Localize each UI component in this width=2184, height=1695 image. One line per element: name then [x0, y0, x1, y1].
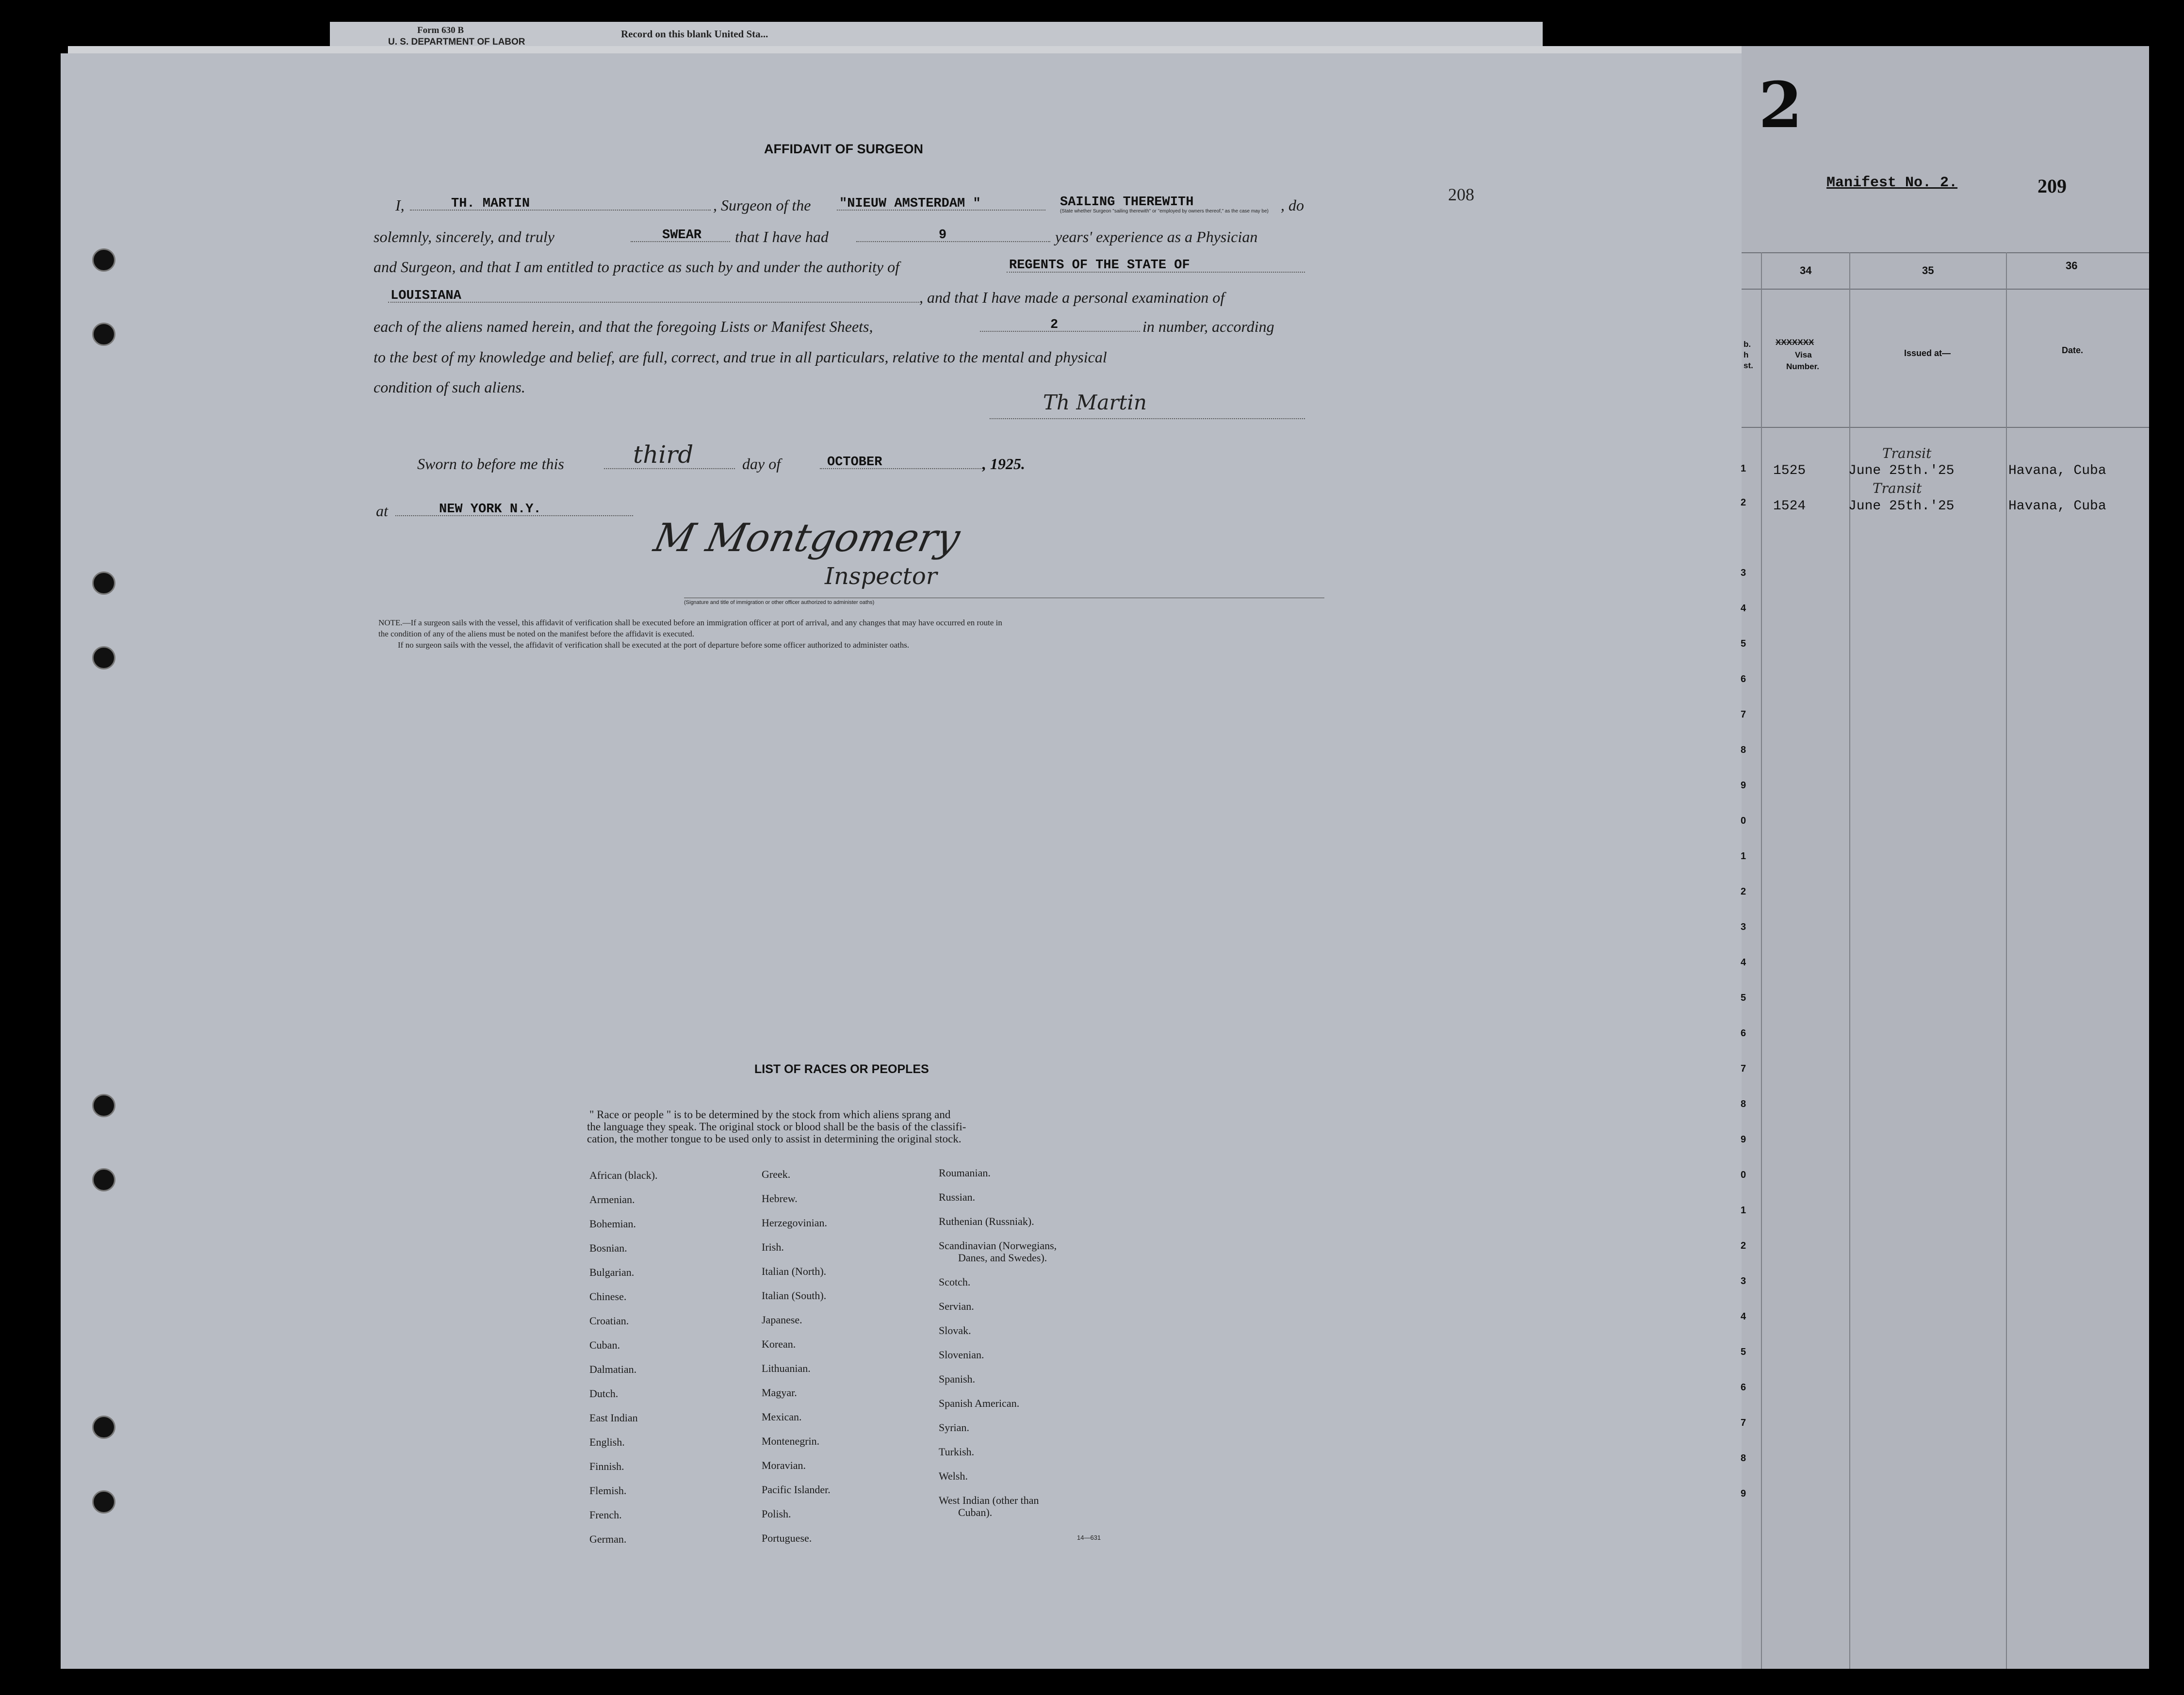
- punch-hole: [92, 571, 115, 595]
- row-number: 8: [1741, 1453, 1746, 1464]
- row-number: 6: [1741, 674, 1746, 685]
- race-item: Irish.: [762, 1241, 784, 1253]
- sworn-day: third: [633, 440, 694, 469]
- form-number: Form 630 B: [417, 25, 464, 35]
- row-number: 7: [1741, 1063, 1746, 1074]
- note-line3: If no surgeon sails with the vessel, the affidavit of verification shall be executed at the port of departure before some officer authorized to administer oaths.: [398, 640, 910, 650]
- head-left-1: b.: [1744, 340, 1751, 349]
- row-number: 6: [1741, 1382, 1746, 1393]
- row-number: 2: [1741, 1240, 1746, 1251]
- races-intro-3: cation, the mother tongue to be used only to assist in determining the original stock.: [587, 1133, 962, 1145]
- row-number: 1: [1741, 463, 1746, 474]
- page-number-left: 208: [1448, 185, 1474, 204]
- sworn-place: NEW YORK N.Y.: [439, 502, 541, 517]
- affidavit-line6: to the best of my knowledge and belief, are full, correct, and true in all particulars, relative to the mental and physical: [374, 348, 1107, 366]
- issue-date: June 25th.'25: [1848, 499, 1955, 514]
- head-left-3: st.: [1744, 361, 1753, 370]
- race-item: Montenegrin.: [762, 1435, 820, 1447]
- row-number: 5: [1741, 638, 1746, 649]
- oath-word: SWEAR: [662, 228, 702, 243]
- sworn-prefix: Sworn to before me this: [417, 455, 564, 473]
- affidavit-line5-end: in number, according: [1142, 318, 1274, 335]
- race-item: Polish.: [762, 1508, 791, 1520]
- officer-title-signature: Inspector: [825, 563, 937, 590]
- race-item: Bosnian.: [589, 1242, 627, 1254]
- race-item: Korean.: [762, 1338, 796, 1350]
- transit-note: Transit: [1882, 445, 1932, 461]
- signature-line: [990, 418, 1305, 419]
- affidavit-line4-end: , and that I have made a personal examination of: [919, 289, 1225, 306]
- affidavit-line2-prefix: solemnly, sincerely, and truly: [374, 228, 554, 245]
- race-item: Slovenian.: [939, 1349, 984, 1361]
- row-number: 6: [1741, 1028, 1746, 1039]
- sworn-year: , 1925.: [982, 455, 1025, 473]
- row-number: 7: [1741, 709, 1746, 720]
- col-number-36: 36: [2066, 260, 2078, 272]
- record-note: Record on this blank United Sta...: [621, 28, 768, 40]
- race-item: Spanish American.: [939, 1397, 1020, 1409]
- row-number: 4: [1741, 1311, 1746, 1322]
- race-item: Dalmatian.: [589, 1363, 637, 1375]
- officer-signature: M Montgomery: [650, 515, 964, 560]
- row-number: 2: [1741, 886, 1746, 897]
- fill-line: [820, 468, 985, 469]
- fill-line: [388, 302, 919, 303]
- race-item: Scotch.: [939, 1276, 971, 1288]
- race-item: Cuban.: [589, 1339, 620, 1351]
- surgeon-name: TH. MARTIN: [451, 196, 530, 211]
- races-intro-1: " Race or people " is to be determined by the stock from which aliens sprang and: [589, 1108, 951, 1121]
- issued-at-label: Issued at—: [1904, 348, 1951, 358]
- race-item: Russian.: [939, 1191, 976, 1203]
- col-number-34: 34: [1800, 264, 1812, 277]
- race-item: German.: [589, 1533, 627, 1545]
- race-item: Syrian.: [939, 1421, 969, 1434]
- punch-hole: [92, 1168, 115, 1191]
- race-item: Servian.: [939, 1300, 974, 1312]
- race-item: Moravian.: [762, 1459, 806, 1471]
- transit-note: Transit: [1873, 480, 1922, 496]
- race-item: Ruthenian (Russniak).: [939, 1215, 1034, 1227]
- affidavit-title: AFFIDAVIT OF SURGEON: [764, 142, 923, 156]
- race-item: Bulgarian.: [589, 1266, 635, 1278]
- authority-line1: REGENTS OF THE STATE OF: [1009, 258, 1190, 273]
- row-number: 3: [1741, 922, 1746, 932]
- row-number: 2: [1741, 497, 1746, 508]
- fill-line: [837, 210, 1045, 211]
- races-title: LIST OF RACES OR PEOPLES: [754, 1062, 929, 1076]
- row-number: 1: [1741, 851, 1746, 862]
- row-number: 4: [1741, 603, 1746, 614]
- date-label: Date.: [2062, 345, 2084, 355]
- races-intro-2: the language they speak. The original stock or blood shall be the basis of the classifi-: [587, 1121, 966, 1133]
- race-item: Armenian.: [589, 1193, 635, 1206]
- race-item: Chinese.: [589, 1290, 627, 1303]
- col-number-35: 35: [1922, 264, 1934, 277]
- fill-line: [856, 241, 1050, 242]
- row-number: 5: [1741, 993, 1746, 1003]
- fill-line: [604, 468, 735, 469]
- affidavit-line5: each of the aliens named herein, and that the foregoing Lists or Manifest Sheets,: [374, 318, 873, 335]
- manifest-label: Manifest No. 2.: [1826, 175, 1958, 191]
- sailing-note: (State whether Surgeon "sailing therewith" or "employed by owners thereof," as the case may be): [1060, 209, 1269, 214]
- row-number: 3: [1741, 568, 1746, 578]
- years-experience: 9: [939, 228, 947, 243]
- punch-hole: [92, 1416, 115, 1439]
- fill-line: [980, 331, 1140, 332]
- page-number-right: 209: [2037, 175, 2067, 197]
- sheet-mark: 2: [1759, 68, 1803, 142]
- surgeon-signature: Th Martin: [1043, 391, 1147, 414]
- row-number: 9: [1741, 1488, 1746, 1499]
- race-item: Danes, and Swedes).: [958, 1252, 1047, 1264]
- race-item: Lithuanian.: [762, 1362, 811, 1374]
- race-item: Turkish.: [939, 1446, 975, 1458]
- affidavit-line1-prefix: I,: [395, 196, 405, 214]
- affidavit-line2-end: years' experience as a Physician: [1055, 228, 1258, 245]
- fill-line: [1007, 272, 1305, 273]
- issue-date: June 25th.'25: [1848, 463, 1955, 478]
- signature-caption: (Signature and title of immigration or other officer authorized to administer oaths): [684, 600, 875, 605]
- race-item: Finnish.: [589, 1460, 624, 1472]
- punch-hole: [92, 1094, 115, 1117]
- note-line1: NOTE.—If a surgeon sails with the vessel, this affidavit of verification shall be executed before an immigration officer at port of arrival, and any changes that may have occurred en route in: [378, 618, 1002, 627]
- race-item: Portuguese.: [762, 1532, 812, 1544]
- affidavit-line1-end: , do: [1281, 196, 1304, 214]
- table-header-bottom: [1742, 427, 2149, 428]
- form-code: 14—631: [1077, 1534, 1101, 1541]
- race-item: Flemish.: [589, 1484, 627, 1497]
- race-item: Slovak.: [939, 1324, 971, 1336]
- race-item: Pacific Islander.: [762, 1483, 831, 1496]
- row-number: 4: [1741, 957, 1746, 968]
- visa-number-label: Number.: [1786, 362, 1820, 371]
- sworn-month: OCTOBER: [827, 455, 882, 470]
- visa-label: Visa: [1795, 350, 1812, 359]
- issue-place: Havana, Cuba: [2008, 463, 2106, 478]
- race-item: Mexican.: [762, 1411, 802, 1423]
- note-line2: the condition of any of the aliens must be noted on the manifest before the affidavit is executed.: [378, 629, 695, 638]
- race-item: Spanish.: [939, 1373, 976, 1385]
- fill-line: [395, 515, 633, 516]
- row-number: 0: [1741, 1170, 1746, 1180]
- sailing-status: SAILING THEREWITH: [1060, 195, 1194, 210]
- race-item: Welsh.: [939, 1470, 968, 1482]
- race-item: French.: [589, 1509, 622, 1521]
- race-item: East Indian: [589, 1412, 638, 1424]
- race-item: Bohemian.: [589, 1218, 636, 1230]
- visa-number: 1524: [1773, 499, 1806, 514]
- punch-hole: [92, 323, 115, 346]
- row-number: 0: [1741, 815, 1746, 826]
- race-item: Roumanian.: [939, 1167, 991, 1179]
- row-number: 8: [1741, 745, 1746, 755]
- race-item: English.: [589, 1436, 625, 1448]
- row-number: 9: [1741, 780, 1746, 791]
- punch-hole: [92, 646, 115, 669]
- at-label: at: [376, 502, 388, 520]
- column-divider: [2006, 252, 2007, 1669]
- column-divider: [1761, 252, 1762, 1669]
- race-item: Japanese.: [762, 1314, 802, 1326]
- affidavit-line1-mid: , Surgeon of the: [713, 196, 811, 214]
- department-label: U. S. DEPARTMENT OF LABOR: [388, 37, 525, 47]
- row-number: 7: [1741, 1418, 1746, 1428]
- sworn-mid: day of: [742, 455, 781, 473]
- issue-place: Havana, Cuba: [2008, 499, 2106, 514]
- race-item: Scandinavian (Norwegians,: [939, 1239, 1057, 1252]
- affidavit-line2-mid: that I have had: [735, 228, 829, 245]
- visa-number: 1525: [1773, 463, 1806, 478]
- punch-hole: [92, 1490, 115, 1514]
- head-left-2: h: [1744, 350, 1749, 359]
- table-header-divider: [1742, 289, 2149, 290]
- affidavit-line3: and Surgeon, and that I am entitled to practice as such by and under the authority of: [374, 258, 899, 276]
- row-number: 9: [1741, 1134, 1746, 1145]
- race-item: Italian (North).: [762, 1265, 827, 1277]
- struck-word: XXXXXXX: [1776, 338, 1814, 347]
- race-item: Magyar.: [762, 1386, 797, 1399]
- table-top-border: [1742, 252, 2149, 253]
- affidavit-line7: condition of such aliens.: [374, 378, 525, 396]
- fill-line: [631, 241, 730, 242]
- row-number: 1: [1741, 1205, 1746, 1216]
- race-item: Croatian.: [589, 1315, 629, 1327]
- ship-name: "NIEUW AMSTERDAM ": [839, 196, 981, 211]
- race-item: Hebrew.: [762, 1192, 798, 1205]
- race-item: Herzegovinian.: [762, 1217, 827, 1229]
- punch-hole: [92, 248, 115, 272]
- row-number: 5: [1741, 1347, 1746, 1357]
- race-item: Italian (South).: [762, 1289, 827, 1302]
- race-item: Dutch.: [589, 1387, 619, 1400]
- race-item: Greek.: [762, 1168, 791, 1180]
- race-item: Cuban).: [958, 1506, 993, 1518]
- row-number: 8: [1741, 1099, 1746, 1109]
- row-number: 3: [1741, 1276, 1746, 1287]
- race-item: African (black).: [589, 1169, 658, 1181]
- sheet-count: 2: [1050, 318, 1059, 332]
- race-item: West Indian (other than: [939, 1494, 1039, 1506]
- affidavit-page: [61, 53, 1744, 1669]
- authority-line2: LOUISIANA: [391, 289, 461, 303]
